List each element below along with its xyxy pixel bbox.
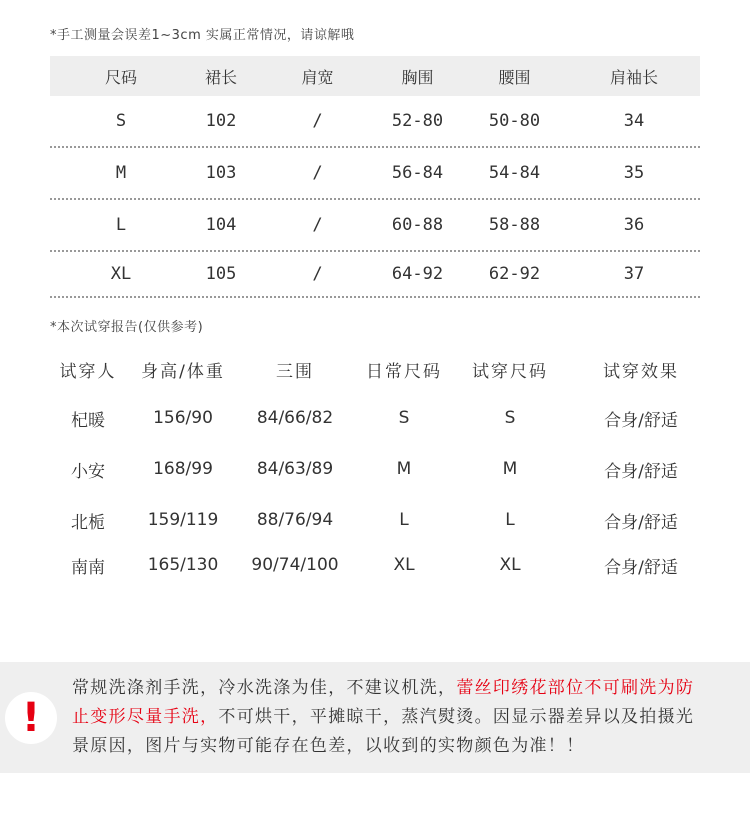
size-table <box>50 56 700 298</box>
header-size: 尺码 <box>104 67 137 87</box>
notice-text-part1: 常规洗涤剂手洗，冷水洗涤为佳，不建议机洗， <box>72 678 457 698</box>
care-notice <box>0 662 750 773</box>
header-shoulder: 肩宽 <box>301 67 334 87</box>
shoulder-cell: / <box>312 163 323 183</box>
waist-cell: 54-84 <box>488 163 541 183</box>
exclamation-icon <box>5 692 57 744</box>
usual-size-cell: M <box>396 459 412 479</box>
header-waist: 腰围 <box>498 67 531 87</box>
skirt-length-cell: 104 <box>205 215 237 235</box>
usual-size-cell: XL <box>393 555 415 575</box>
header-measurements: 三围 <box>276 361 314 382</box>
header-skirt-length: 裙长 <box>204 67 237 87</box>
exclamation-mark: ! <box>21 695 41 741</box>
notice-text-part2: 不可烘干，平摊晾干，蒸汽熨烫。因显示器差异以及拍摄光景原因，图片与实物可能存在色差，以收到的实物颜色为准！！ <box>72 707 695 756</box>
shoulder-cell: / <box>312 111 323 131</box>
waist-cell: 50-80 <box>488 111 541 131</box>
bust-cell: 52-80 <box>391 111 444 131</box>
table-row <box>50 252 700 298</box>
fit-result-cell: 合身/舒适 <box>604 557 678 578</box>
measurements-cell: 90/74/100 <box>251 555 339 575</box>
table-row <box>50 443 720 495</box>
header-fit-result: 试穿效果 <box>603 361 679 382</box>
tried-size-cell: XL <box>499 555 521 575</box>
skirt-length-cell: 105 <box>205 264 237 284</box>
skirt-length-cell: 102 <box>205 111 237 131</box>
header-height-weight: 身高/体重 <box>141 361 225 382</box>
measurements-cell: 88/76/94 <box>256 510 334 530</box>
sleeve-cell: 35 <box>623 163 645 183</box>
tried-size-cell: L <box>505 510 515 530</box>
waist-cell: 58-88 <box>488 215 541 235</box>
height-weight-cell: 156/90 <box>153 408 213 428</box>
try-on-table-header <box>50 345 720 393</box>
shoulder-cell: / <box>312 264 323 284</box>
sleeve-cell: 36 <box>623 215 645 235</box>
size-table-header <box>50 56 700 96</box>
fit-result-cell: 合身/舒适 <box>604 410 678 431</box>
fit-result-cell: 合身/舒适 <box>604 461 678 482</box>
table-row <box>50 495 720 545</box>
tester-cell: 南南 <box>71 557 105 578</box>
sleeve-cell: 34 <box>623 111 645 131</box>
try-on-table <box>50 345 720 585</box>
tester-cell: 小安 <box>71 461 105 482</box>
measurements-cell: 84/63/89 <box>256 459 334 479</box>
sleeve-cell: 37 <box>623 264 645 284</box>
table-row <box>50 545 720 585</box>
try-on-note: *本次试穿报告(仅供参考) <box>50 320 204 335</box>
tried-size-cell: S <box>504 408 516 428</box>
waist-cell: 62-92 <box>488 264 541 284</box>
size-cell: S <box>115 111 127 131</box>
shoulder-cell: / <box>312 215 323 235</box>
header-tried-size: 试穿尺码 <box>472 361 548 382</box>
header-usual-size: 日常尺码 <box>366 361 442 382</box>
header-sleeve: 肩袖长 <box>609 67 658 87</box>
height-weight-cell: 159/119 <box>147 510 219 530</box>
tester-cell: 北栀 <box>71 512 105 533</box>
header-tester: 试穿人 <box>59 361 117 382</box>
bust-cell: 64-92 <box>391 264 444 284</box>
care-notice-text <box>72 674 712 761</box>
bust-cell: 56-84 <box>391 163 444 183</box>
usual-size-cell: L <box>399 510 409 530</box>
usual-size-cell: S <box>398 408 410 428</box>
table-row <box>50 148 700 200</box>
table-row <box>50 200 700 252</box>
measurement-note: *手工测量会误差1~3cm 实属正常情况，请谅解哦 <box>50 28 355 43</box>
notice-text-warning: 蕾丝印绣花部位不可刷洗为防止变形尽量手洗， <box>72 678 695 727</box>
height-weight-cell: 165/130 <box>147 555 219 575</box>
size-cell: XL <box>110 264 132 284</box>
size-cell: M <box>115 163 127 183</box>
tried-size-cell: M <box>502 459 518 479</box>
tester-cell: 杞暖 <box>71 410 105 431</box>
fit-result-cell: 合身/舒适 <box>604 512 678 533</box>
height-weight-cell: 168/99 <box>153 459 213 479</box>
skirt-length-cell: 103 <box>205 163 237 183</box>
measurements-cell: 84/66/82 <box>256 408 334 428</box>
bust-cell: 60-88 <box>391 215 444 235</box>
header-bust: 胸围 <box>401 67 434 87</box>
table-row <box>50 393 720 443</box>
table-row <box>50 96 700 148</box>
size-cell: L <box>115 215 127 235</box>
